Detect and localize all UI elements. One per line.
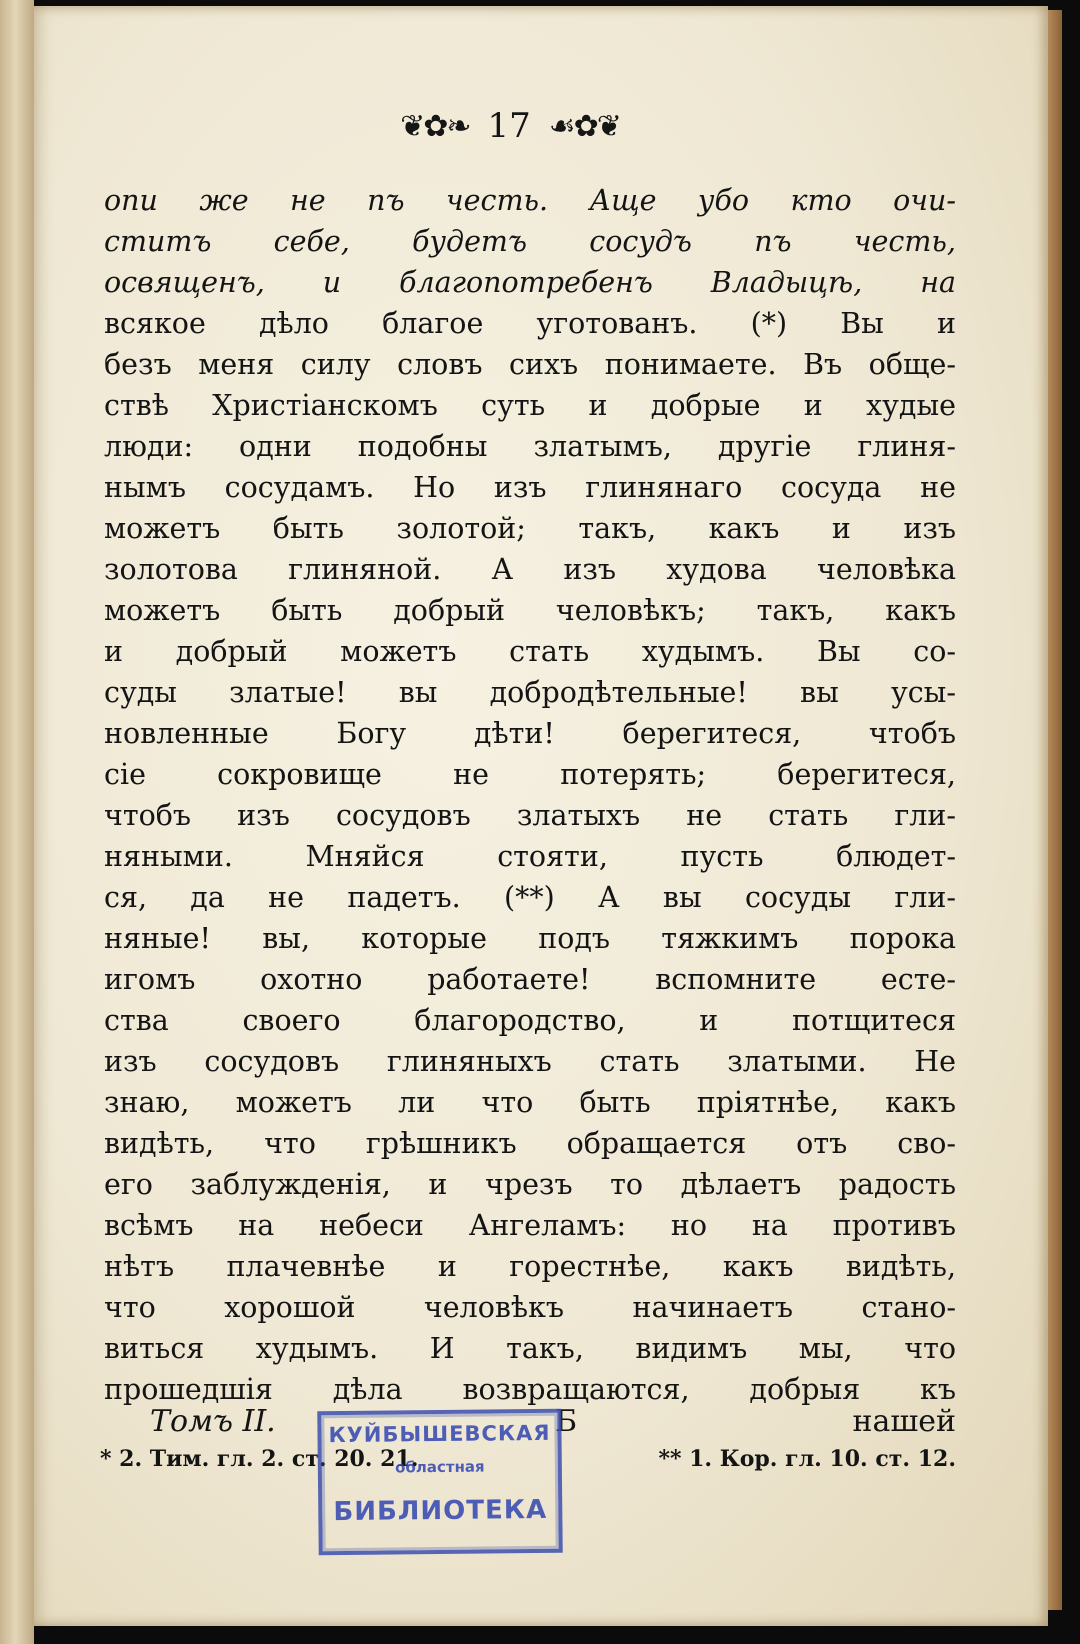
text-line: безъ меня силу словъ сихъ понимаете. Въ обще- bbox=[104, 348, 956, 381]
text-line: можетъ быть золотой; такъ, какъ и изъ bbox=[104, 512, 956, 545]
text-line: что хорошой человѣкъ начинаетъ стано- bbox=[104, 1291, 956, 1324]
text-line: виться худымъ. И такъ, видимъ мы, что bbox=[104, 1332, 956, 1365]
footnote-1: * 2. Тим. гл. 2. ст. 20. 21. bbox=[100, 1446, 419, 1472]
text-line: няные! вы, которые подъ тяжкимъ порока bbox=[104, 922, 956, 955]
page-header bbox=[380, 96, 640, 156]
text-line: опи же не пъ честь. Аще убо кто очи- bbox=[104, 184, 956, 217]
footnote-2: ** 1. Кор. гл. 10. ст. 12. bbox=[658, 1446, 956, 1472]
page-number: 17 bbox=[487, 106, 531, 146]
text-line: золотова глиняной. А изъ худова человѣка bbox=[104, 553, 956, 586]
library-stamp bbox=[317, 1409, 562, 1556]
text-line: всѣмъ на небеси Ангеламъ: но на противъ bbox=[104, 1209, 956, 1242]
text-line: освященъ, и благопотребенъ Владыцѣ, на bbox=[104, 266, 956, 299]
stamp-line-2: областная bbox=[394, 1457, 485, 1477]
text-line: сіе сокровище не потерять; берегитеся, bbox=[104, 758, 956, 791]
text-line: можетъ быть добрый человѣкъ; такъ, какъ bbox=[104, 594, 956, 627]
text-line: прошедшія дѣла возвращаются, добрыя къ bbox=[104, 1373, 956, 1406]
text-line: нѣтъ плачевнѣе и горестнѣе, какъ видѣть, bbox=[104, 1250, 956, 1283]
text-line: ствѣ Христіанскомъ суть и добрые и худые bbox=[104, 389, 956, 422]
text-line: его заблужденія, и чрезъ то дѣлаетъ радость bbox=[104, 1168, 956, 1201]
ornament-right-icon: ☙✿❦ bbox=[548, 108, 620, 144]
text-line: всякое дѣло благое уготованъ. (*) Вы и bbox=[104, 307, 956, 340]
signature-mark: Б bbox=[555, 1404, 578, 1439]
text-line: игомъ охотно работаете! вспомните есте- bbox=[104, 963, 956, 996]
text-line: няными. Мняйся стояти, пусть блюдет- bbox=[104, 840, 956, 873]
volume-label: Томъ II. bbox=[150, 1404, 276, 1439]
text-line: ся, да не падетъ. (**) А вы сосуды гли- bbox=[104, 881, 956, 914]
book-spine bbox=[0, 0, 34, 1644]
text-line: ститъ себе, будетъ сосудъ пъ честь, bbox=[104, 225, 956, 258]
stamp-line-3: БИБЛИОТЕКА bbox=[333, 1494, 548, 1528]
text-line: и добрый можетъ стать худымъ. Вы со- bbox=[104, 635, 956, 668]
text-line: чтобъ изъ сосудовъ златыхъ не стать гли- bbox=[104, 799, 956, 832]
page-edge bbox=[1048, 10, 1062, 1610]
text-line: новленные Богу дѣти! берегитеся, чтобъ bbox=[104, 717, 956, 750]
text-line: люди: одни подобны златымъ, другіе глиня- bbox=[104, 430, 956, 463]
catchword: нашей bbox=[852, 1404, 956, 1439]
stamp-line-1: КУЙБЫШЕВСКАЯ bbox=[328, 1420, 551, 1448]
text-line: знаю, можетъ ли что быть пріятнѣе, какъ bbox=[104, 1086, 956, 1119]
text-line: изъ сосудовъ глиняныхъ стать златыми. Не bbox=[104, 1045, 956, 1078]
ornament-left-icon: ❦✿❧ bbox=[400, 108, 470, 144]
text-line: видѣть, что грѣшникъ обращается отъ сво- bbox=[104, 1127, 956, 1160]
text-line: суды златые! вы добродѣтельные! вы усы- bbox=[104, 676, 956, 709]
body-text bbox=[104, 180, 956, 1410]
text-line: нымъ сосудамъ. Но изъ глинянаго сосуда не bbox=[104, 471, 956, 504]
text-line: ства своего благородство, и потщитеся bbox=[104, 1004, 956, 1037]
